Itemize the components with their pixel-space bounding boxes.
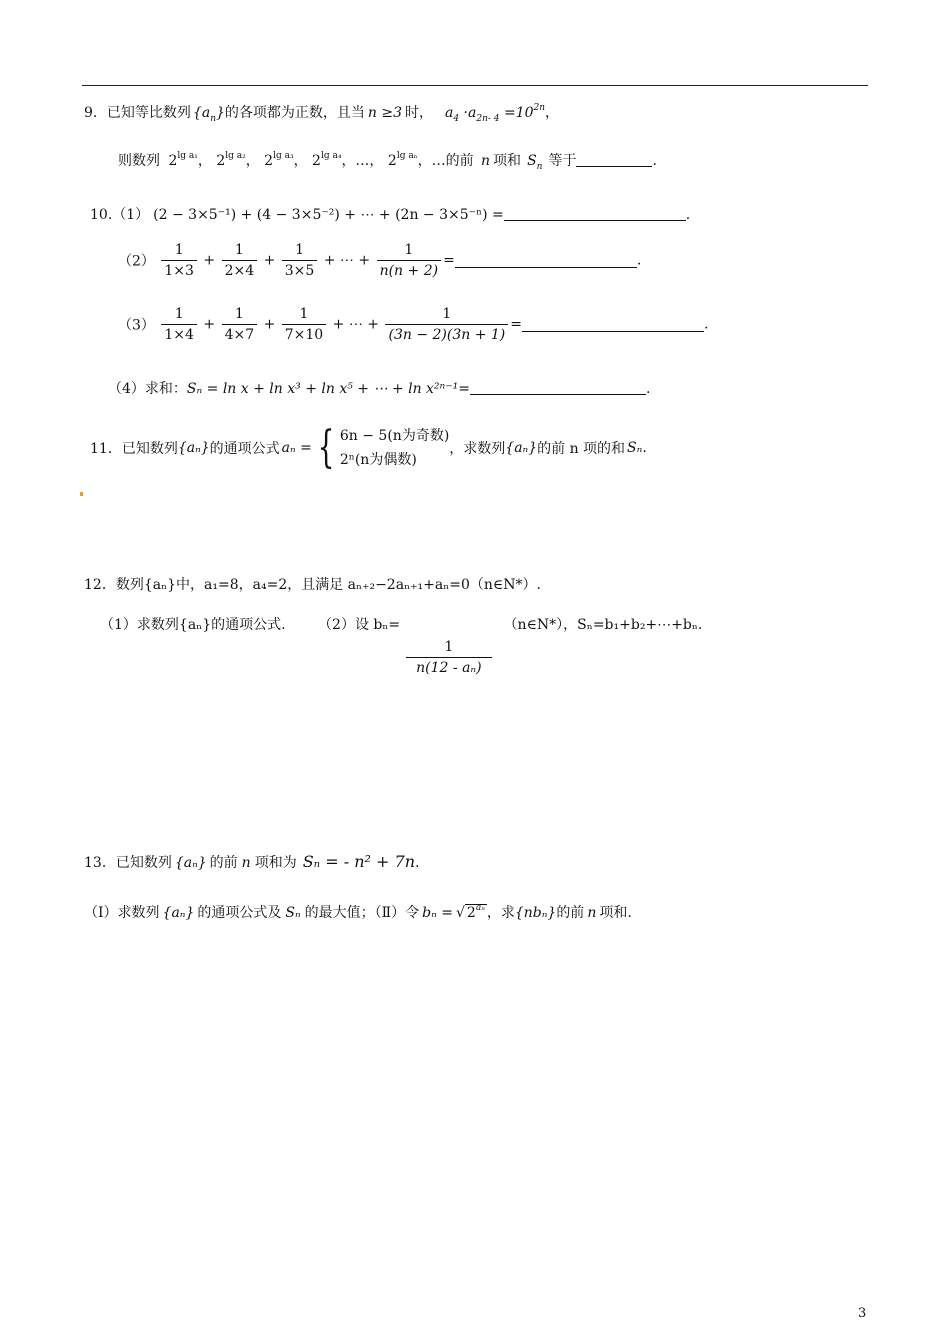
q13-text4: ，求: [486, 905, 515, 921]
q11-sn: Sₙ: [627, 440, 643, 456]
q12-frac: $\frac{1}{\text{n(12 - aₙ)}}$: [406, 637, 491, 678]
q10-p4-expression: Sₙ = ln x + ln x³ + ln x⁵ + ⋯ + ln x²ⁿ⁻¹: [186, 381, 459, 397]
q10-p1-label: 10.（1）: [90, 207, 150, 223]
q10-p2-answer-blank: [455, 253, 637, 268]
header-rule: [82, 85, 868, 86]
q10-p1-expression: (2 − 3×5⁻¹) + (4 − 3×5⁻²) + ⋯ + (2n − 3×5⁻ⁿ) =: [153, 207, 504, 223]
q11-set: {aₙ}: [177, 440, 210, 456]
q10-p2-frac-3: $\frac{1}{3\times 5}$: [282, 240, 318, 281]
q9-condition: n ≥3: [367, 105, 403, 121]
q13-text: 的前: [209, 855, 238, 871]
q11-line: 11．已知数列{aₙ}的通项公式 aₙ = { 6n − 5(n为奇数) 2ⁿ(n为偶数) ，求数列{aₙ}的前 n 项的和 Sₙ.: [90, 422, 647, 473]
q9-when: 时，: [405, 105, 434, 121]
page-number: 3: [858, 1306, 867, 1321]
q13-line1: 13．已知数列 {aₙ} 的前 n 项和为 Sₙ = - n² + 7n.: [84, 852, 420, 871]
q12-line1: [84, 574, 541, 594]
q13-text5: 的前: [556, 905, 585, 921]
q13-sn: Sₙ: [285, 905, 301, 921]
stray-mark: [80, 492, 83, 496]
q11-case-odd: 6n − 5(n为奇数): [339, 428, 450, 444]
q12-part2-label: （2）设 bₙ=: [318, 617, 401, 633]
q9-line2: [118, 150, 657, 172]
q10-p3-frac-3: $\frac{1}{7\times 10}$: [282, 304, 326, 345]
q9-answer-blank: [576, 152, 652, 167]
q9-set: $\{a_n\}$: [192, 105, 225, 124]
q11-text1: 的通项公式: [209, 441, 280, 457]
q13-part1: （Ⅰ）求数列: [84, 905, 160, 921]
q12-line2: [100, 614, 702, 678]
q9-line2-label: 则数列: [118, 153, 160, 169]
q10-p1-period: .: [685, 207, 691, 223]
q13-end: 项和.: [599, 905, 632, 921]
q10-part3: （3） $\frac{1}{1\times 4}$ + $\frac{1}{4\times 7}$ + $\frac{1}{7\times 10}$ + ⋯ + $\frac{1}{(3n - 2)(3n + 1)}$ = .: [118, 306, 709, 343]
q13-part2: 的最大值；（Ⅱ）令: [304, 905, 420, 921]
q10-p2-frac-2: $\frac{1}{2\times 4}$: [222, 240, 258, 281]
q13-n2: n: [587, 905, 597, 921]
q12-statement: 12．数列{aₙ}中，a₁=8，a₄=2，且满足 aₙ₊₂−2aₙ₊₁+aₙ=0（n∈N*）.: [84, 577, 541, 593]
q11-cases: [340, 424, 449, 472]
q9-sn: $S_n$: [527, 153, 543, 172]
q9-text: 的各项都为正数，且当: [224, 105, 365, 121]
q11-case-even: 2ⁿ(n为偶数): [339, 452, 417, 468]
q12-part1: （1）求数列{aₙ}的通项公式.: [100, 617, 286, 633]
q10-p2-frac-1: $\frac{1}{1\times 3}$: [161, 240, 197, 281]
q11-text3: 的前 n 项的和: [537, 441, 626, 457]
q13-n: n: [241, 855, 251, 871]
q13-sn-equation: Sₙ = - n² + 7n: [302, 852, 415, 871]
q10-p2-frac-last: $\frac{1}{n(n + 2)}$: [377, 240, 442, 281]
q13-bn: bₙ =: [422, 905, 453, 921]
q9-n: n: [481, 153, 491, 169]
q10-p1-answer-blank: [504, 206, 686, 221]
q13-set: {aₙ}: [174, 855, 207, 871]
q10-part1: [90, 204, 690, 224]
q10-part4: （4）求和：Sₙ = ln x + ln x³ + ln x⁵ + ⋯ + ln x²ⁿ⁻¹= .: [108, 381, 651, 397]
q11-an: aₙ =: [281, 440, 312, 456]
q13-sqrt: √ $2^{a_n}$: [455, 903, 485, 921]
q10-p2-label: （2）: [118, 253, 155, 270]
q13-line2: （Ⅰ）求数列 {aₙ} 的通项公式及 Sₙ 的最大值；（Ⅱ）令 bₙ = √ $2^{a_n}$ ，求{nbₙ}的前 n 项和.: [84, 903, 632, 921]
q13-label: 13．已知数列: [84, 855, 172, 871]
q10-p3-answer-blank: [522, 317, 704, 332]
q9-label: 9．已知等比数列: [84, 105, 191, 121]
q10-p3-label: （3）: [118, 317, 155, 334]
q10-p3-frac-last: $\frac{1}{(3n - 2)(3n + 1)}$: [385, 304, 508, 345]
q9-sequence: $2^{lg a_1}$， $2^{lg a_2}$， $2^{lg a_3}$， $2^{lg a_4}$，…， $2^{lg a_n}$，…的前: [168, 151, 474, 169]
q13-nbn: {nbₙ}: [514, 905, 557, 921]
q9-comma: ，: [545, 105, 560, 121]
q9-period: .: [652, 153, 657, 169]
q9-equals-label: 等于: [548, 153, 577, 169]
q13-text3: 的通项公式及: [197, 905, 282, 921]
q11-text2: ，求数列: [449, 441, 506, 457]
q10-p4-answer-blank: [470, 380, 646, 395]
q10-p4-label: （4）求和：: [108, 381, 187, 397]
q10-part2: （2） $\frac{1}{1\times 3}$ + $\frac{1}{2\times 4}$ + $\frac{1}{3\times 5}$ + ⋯ + $\frac{1}{n(n + 2)}$ = .: [118, 242, 642, 279]
q9-equation: $a_4 \cdot a_{2n- 4} =10^{2n}$: [445, 103, 546, 124]
q12-part2-rest: （n∈N*），Sₙ=b₁+b₂+⋯+bₙ.: [503, 617, 703, 633]
q10-p3-frac-2: $\frac{1}{4\times 7}$: [222, 304, 258, 345]
q9-line1: [84, 102, 559, 124]
q11-label: 11．已知数列: [90, 441, 178, 457]
q10-p3-frac-1: $\frac{1}{1\times 4}$: [161, 304, 197, 345]
q9-sum-label: 项和: [493, 153, 522, 169]
q11-brace: {: [317, 422, 335, 473]
q13-text2: 项和为: [254, 855, 297, 871]
